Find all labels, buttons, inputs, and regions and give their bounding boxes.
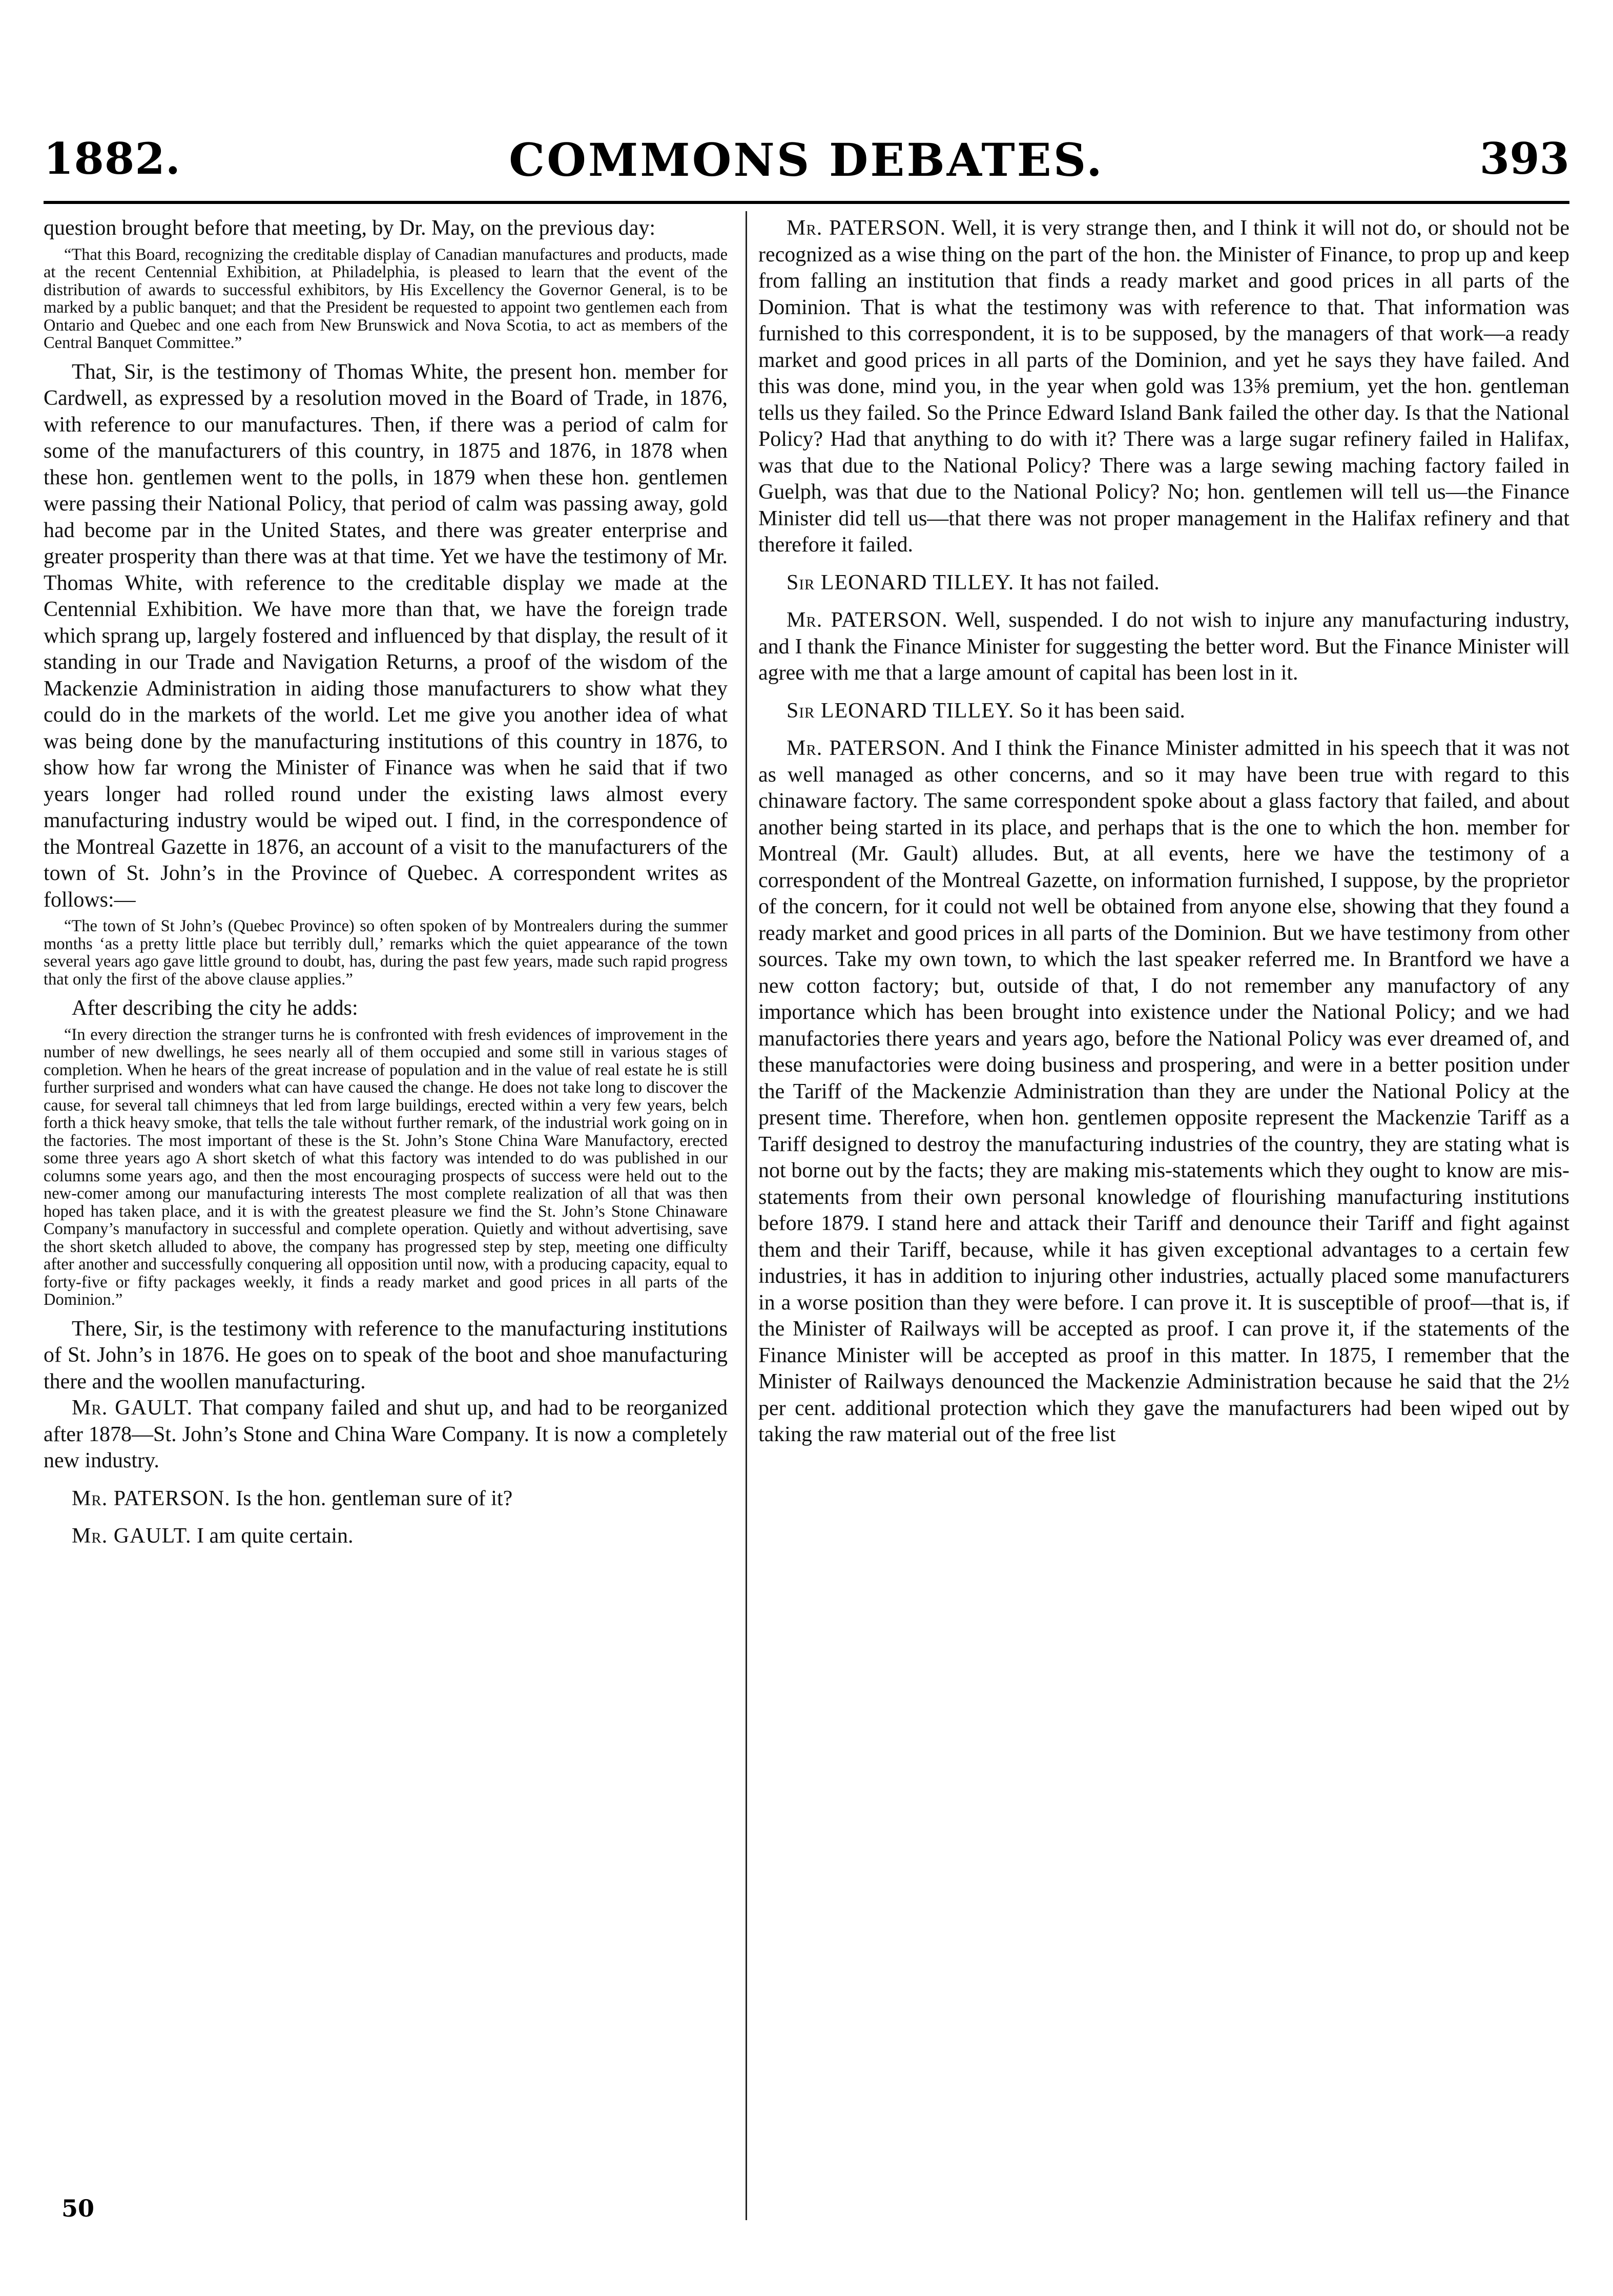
header-title: COMMONS DEBATES. [509,133,1104,187]
speech-text: That company failed and shut up, and had to be reorganized after 1878—St. John’s Stone and China Ware Company. It is now a completely new industry. [44,1396,728,1472]
speech-text: Is the hon. gentleman sure of it? [236,1486,513,1510]
speech-paragraph [758,215,1569,559]
speech-paragraph [758,698,1569,725]
quoted-passage [44,917,728,988]
paragraph-gap [44,1550,728,1561]
speech-paragraph [758,607,1569,687]
paragraph-gap [758,559,1569,570]
speech-text: I am quite certain. [197,1524,354,1548]
header-rule [44,201,1569,204]
paragraph-text: There, Sir, is the testimony with reference to the manufacturing institutions of St. John’s in 1876. He goes on to speak of the boot and shoe manufacturing there and the woollen manufacturing. [44,1317,728,1393]
speech-paragraph [44,1395,728,1474]
quote-text: “In every direction the stranger turns he is confronted with fresh evidences of improvement in the number of new dwellings, he sees nearly all of them occupied and some still in various stages of completion. When he hears of the great increase of population and in the value of real estate he is still further surprised and wonders what can have caused the change. He does not take long to discover the cause, for several tall chimneys that led from large buildings, erected within a very few years, belch forth a thick heavy smoke, that tells the tale without further remark, of the industrial work going on in the factories. The most important of these is the St. John’s Stone China Ware Manufactory, erected some three years ago A short sketch of what this factory was intended to do was published in our columns some years ago, and then the most encouraging prospects of success were held out to the new-comer among our manufacturing interests The most complete realization of all that was then hoped has taken place, and it is with the greatest pleasure we find the St. John’s Stone Chinaware Company’s manufactory in successful and complete operation. Quietly and without advertising, save the short sketch alluded to above, the company has progressed step by step, meeting one difficulty after another and successfully conquering all opposition until now, with a producing capacity, equal to forty-five or fifty packages weekly, it finds a ready market and good prices in all parts of the Dominion.” [44,1025,728,1309]
speech-text: Well, suspended. I do not wish to injure any manufacturing industry, and I thank the Finance Minister for suggesting the better word. But the Finance Minister will agree with me that a large amount of capital has been lost in it. [758,608,1569,685]
signature-number: 50 [61,2195,95,2222]
speech-paragraph [758,735,1569,1448]
quoted-passage [44,1026,728,1309]
paragraph-text: That, Sir, is the testimony of Thomas White, the present hon. member for Cardwell, as expressed by a resolution moved in the Board of Trade, in 1876, with reference to our manufactures. Then, if there was a period of calm for some of the manufacturers of this country, in 1875 and 1876, in 1878 when these hon. gentlemen went to the polls, in 1879 when these hon. gentlemen were passing their National Policy, that period of calm was passing away, gold had become par in the United States, and there was greater enterprise and greater prosperity than there was at that time. Yet we have the testimony of Mr. Thomas White, with reference to the creditable display we made at the Centennial Exhibition. We have more than that, we have the foreign trade which sprang up, largely fostered and influenced by that display, the result of it standing in our Trade and Navigation Returns, a proof of the wisdom of the Mackenzie Administration in aiding those manufacturers to show what they could do in the markets of the world. Let me give you another idea of what was being done by the manufacturing institutions of this country in 1876, to show how far wrong the Minister of Finance was when he said that if two years longer had rolled round under the existing laws almost every manufacturing industry would be wiped out. I find, in the correspondence of the Montreal Gazette in 1876, an account of a visit to the manufacturers of the town of St. John’s in the Province of Quebec. A correspondent writes as follows:— [44,360,728,912]
speaker-name: Sir LEONARD TILLEY. [787,699,1015,723]
paragraph-gap [758,1448,1569,1460]
header-year: 1882. [44,133,181,184]
quote-text: “That this Board, recognizing the creditable display of Canadian manufactures and products, made at the recent Centennial Exhibition, at Philadelphia, is pleased to learn that the event of the distribution of awards to successful exhibitors, by His Excellency the Governor General, is to be marked by a public banquet; and that the President be requested to appoint two gentlemen each from Ontario and Quebec and one each from New Brunswick and Nova Scotia, to act as members of the Central Banquet Committee.” [44,245,728,352]
speaker-name: Mr. GAULT. [72,1524,192,1548]
paragraph-gap [44,1512,728,1523]
header-page-number: 393 [1479,133,1569,184]
body-paragraph [44,995,728,1022]
paragraph-gap [758,724,1569,735]
body-paragraph [44,215,728,242]
speaker-name: Mr. PATERSON. [787,736,946,760]
body-paragraph [44,359,728,914]
speech-text: It has not failed. [1019,570,1160,594]
speaker-name: Mr. GAULT. [72,1396,193,1420]
speech-paragraph [44,1486,728,1512]
body-paragraph [44,1316,728,1396]
column-divider [746,211,747,2220]
speaker-name: Mr. PATERSON. [787,216,946,240]
paragraph-gap [758,687,1569,698]
speech-text: Well, it is very strange then, and I think it will not do, or should not be recognized as a wise thing on the part of the hon. the Minister of Finance, to prop up and keep from falling an institution that finds a ready market and good prices in all parts of the Dominion. That is what the testimony was with reference to that. That information was furnished to this correspondent, it is to be supposed, by the managers of that work—a ready market and good prices in all parts of the Dominion, and yet he says they have failed. And this was done, mind you, in the year when gold was 13⅝ premium, yet the hon. gentleman tells us they failed. So the Prince Edward Island Bank failed the other day. Is that the National Policy? Had that anything to do with it? There was a large sugar refinery failed in Halifax, was that due to the National Policy? There was a large sewing maching factory failed in Guelph, was that due to the National Policy? No; hon. gentlemen will tell us—the Finance Minister did tell us—that there was not proper management in the Halifax refinery and that therefore it failed. [758,216,1570,557]
right-column [758,215,1569,1460]
speech-paragraph [758,570,1569,597]
paragraph-gap [758,596,1569,607]
speech-text: So it has been said. [1019,699,1185,723]
page-header [44,133,1569,195]
speaker-name: Mr. PATERSON. [72,1486,231,1510]
speaker-name: Mr. PATERSON. [787,608,948,632]
paragraph-text: question brought before that meeting, by Dr. May, on the previous day: [44,216,656,240]
speech-paragraph [44,1523,728,1550]
quote-text: “The town of St John’s (Quebec Province) so often spoken of by Montrealers during the summer months ‘as a pretty little place but terribly dull,’ remarks which the quiet appearance of the town several years ago gave little ground to doubt, has, during the past few years, made such rapid progress that only the first of the above clause applies.” [44,917,728,989]
paragraph-gap [44,1474,728,1486]
speech-text: And I think the Finance Minister admitted in his speech that it was not as well managed as other concerns, and so it may have been true with regard to this chinaware factory. The same correspondent spoke about a glass factory that failed, and about another being started in its place, and perhaps that is the one to which the hon. member for Montreal (Mr. Gault) alludes. But, at all events, here we have the testimony of a correspondent of the Montreal Gazette, on information furnished, I suppose, by the proprietor of the concern, for it could not well be obtained from anyone else, showing that they found a ready market and good prices in all parts of the Dominion. But we have testimony from other sources. Take my own town, to which the last speaker referred me. In Brantford we have a new cotton factory; but, outside of that, I do not remember any manufactory of any importance which has been brought into existence under the National Policy; and we had manufactories there years and years ago, before the National Policy was ever dreamed of, and these manufactories were doing business and prospering, and were in a better position under the Tariff of the Mackenzie Administration than they are under the National Policy at the present time. Therefore, when hon. gentlemen opposite represent the Mackenzie Tariff as a Tariff designed to destroy the manufacturing industries of the country, they are stating what is not borne out by the facts; they are making mis-statements which they ought to know are mis-statements from their own personal knowledge of flourishing manufacturing institutions before 1879. I stand here and attack their Tariff and denounce their Tariff and fight against them and their Tariff, because, while it has given exceptional advantages to a certain few industries, it has in addition to injuring other industries, actually placed some manufacturers in a worse position than they were before. I can prove it. It is susceptible of proof—that is, if the Minister of Railways will be accepted as proof. I can prove it, if the statements of the Finance Minister will be accepted as proof in this matter. In 1875, I remember that the Minister of Railways denounced the Mackenzie Administration because he said that the 2½ per cent. additional protection which they gave the manufacturers had been wiped out by taking the raw material out of the free list [758,736,1569,1446]
quoted-passage [44,246,728,352]
paragraph-text: After describing the city he adds: [72,996,358,1020]
speaker-name: Sir LEONARD TILLEY. [787,570,1015,594]
left-column [44,215,728,1561]
